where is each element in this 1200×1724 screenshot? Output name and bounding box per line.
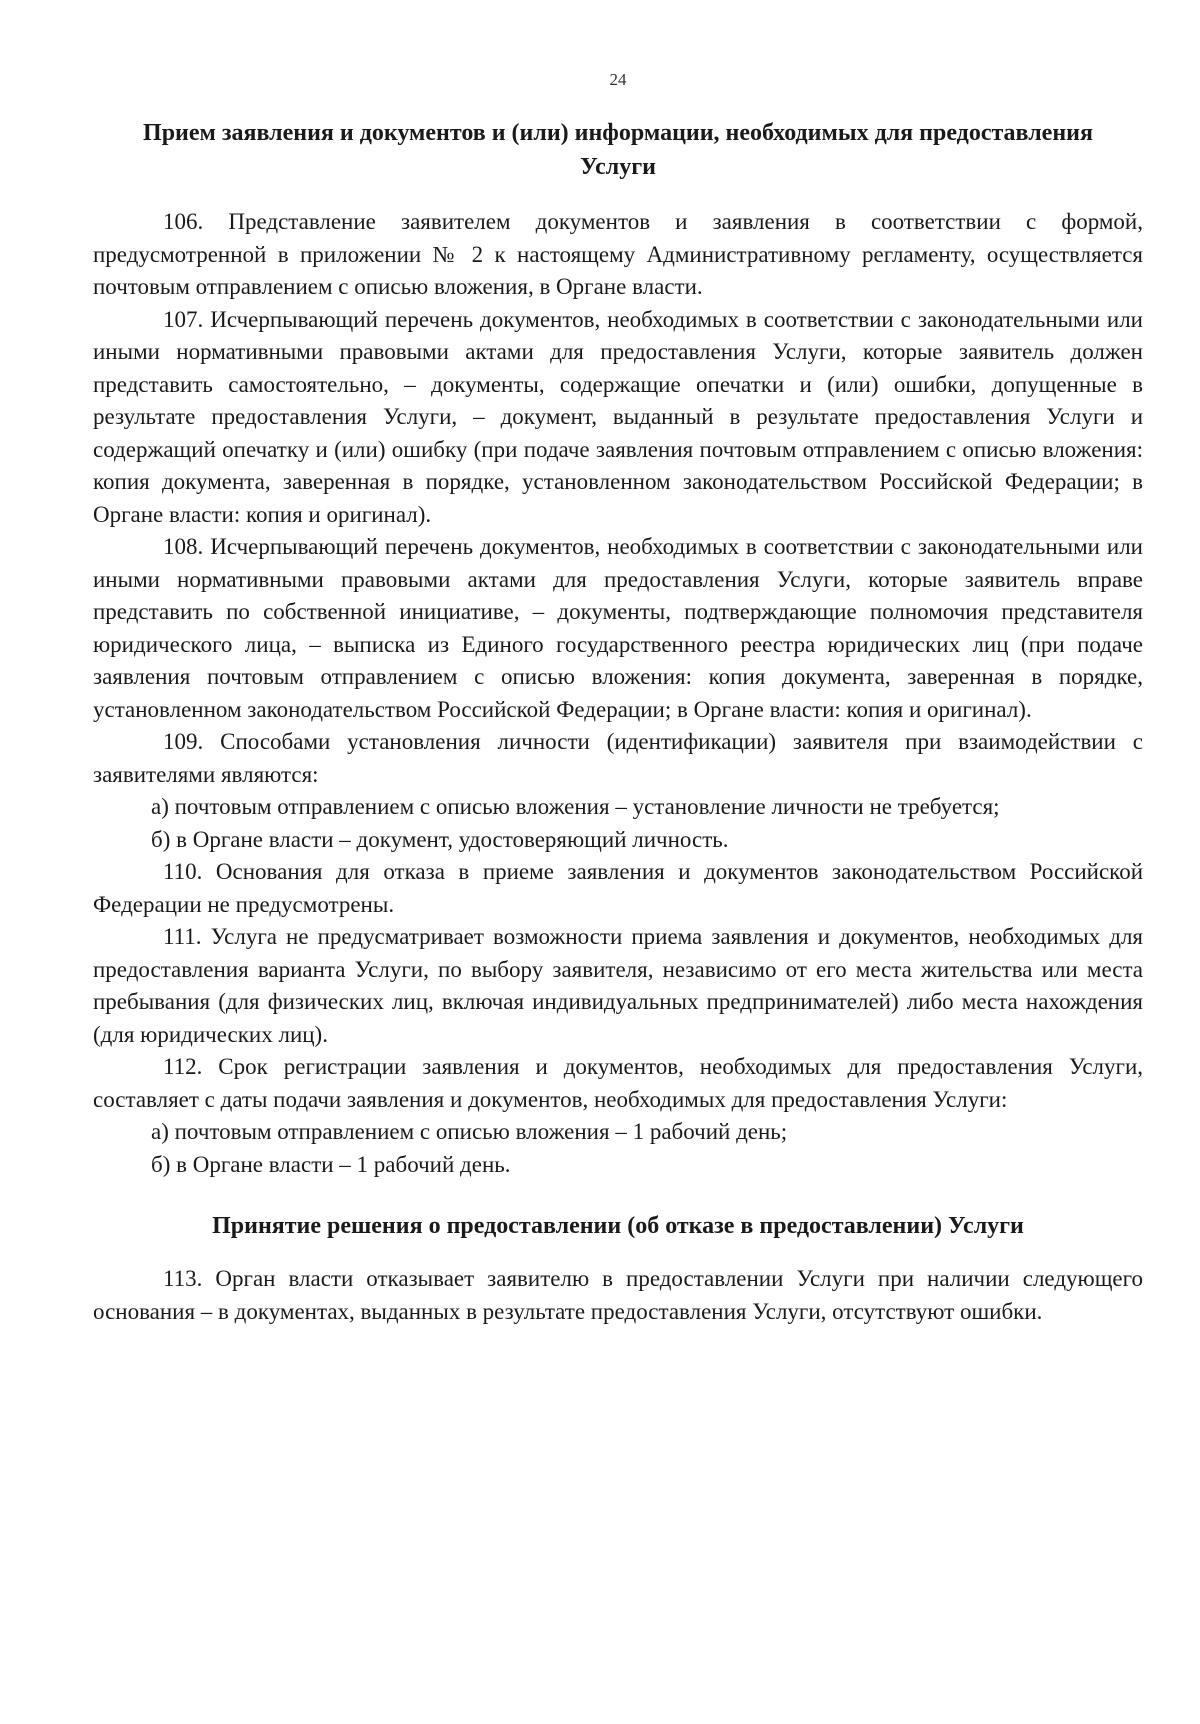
- paragraph-113: 113. Орган власти отказывает заявителю в предоставлении Услуги при наличии следующего основания – в документах, выданных в результате предоставления Услуги, отсутствуют ошибки.: [93, 1266, 1143, 1324]
- paragraph-109: 109. Способами установления личности (идентификации) заявителя при взаимодействии с заявителями являются:: [93, 729, 1143, 787]
- paragraph-108: 108. Исчерпывающий перечень документов, необходимых в соответствии с законодательными или иными нормативными правовыми актами для предоставления Услуги, которые заявитель вправе представить по собственной инициативе, – документы, подтверждающие полномочия представителя юридического лица, – выписка из Единого государственного реестра юридических лиц (при подаче заявления почтовым отправлением с описью вложения: копия документа, заверенная в порядке, установленном законодательством Российской Федерации; в Органе власти: копия и оригинал).: [93, 534, 1143, 722]
- paragraph-112-a: а) почтовым отправлением с описью вложения – 1 рабочий день;: [151, 1119, 788, 1144]
- paragraph-107: 107. Исчерпывающий перечень документов, необходимых в соответствии с законодательными или иными нормативными правовыми актами для предоставления Услуги, которые заявитель должен представить самостоятельно, – документы, содержащие опечатки и (или) ошибки, допущенные в результате предоставления Услуги, – документ, выданный в результате предоставления Услуги и содержащий опечатку и (или) ошибку (при подаче заявления почтовым отправлением с описью вложения: копия документа, заверенная в порядке, установленном законодательством Российской Федерации; в Органе власти: копия и оригинал).: [93, 306, 1143, 527]
- paragraph-110: 110. Основания для отказа в приеме заявления и документов законодательством Российской Федерации не предусмотрены.: [93, 859, 1143, 917]
- paragraph-109-a: а) почтовым отправлением с описью вложения – установление личности не требуется;: [151, 794, 1000, 819]
- paragraph-112: 112. Срок регистрации заявления и документов, необходимых для предоставления Услуги, составляет с даты подачи заявления и документов, необходимых для предоставления Услуги:: [93, 1054, 1143, 1112]
- paragraph-106: 106. Представление заявителем документов и заявления в соответствии с формой, предусмотренной в приложении № 2 к настоящему Административному регламенту, осуществляется почтовым отправлением с описью вложения, в Органе власти.: [93, 209, 1143, 299]
- paragraph-109-b: б) в Органе власти – документ, удостоверяющий личность.: [151, 826, 729, 852]
- section-heading-decision: Принятие решения о предоставлении (об отказе в предоставлении) Услуги: [212, 1213, 1024, 1239]
- paragraph-111: 111. Услуга не предусматривает возможности приема заявления и документов, необходимых для предоставления варианта Услуги, по выбору заявителя, независимо от его места жительства или места пребывания (для физических лиц, включая индивидуальных предпринимателей) либо места нахождения (для юридических лиц).: [93, 924, 1143, 1047]
- page-number: 24: [609, 70, 627, 89]
- paragraph-112-b: б) в Органе власти – 1 рабочий день.: [151, 1151, 511, 1177]
- document-page: [93, 70, 1143, 1328]
- section-heading-reception: Прием заявления и документов и (или) информации, необходимых для предоставления Услуги: [143, 120, 1093, 180]
